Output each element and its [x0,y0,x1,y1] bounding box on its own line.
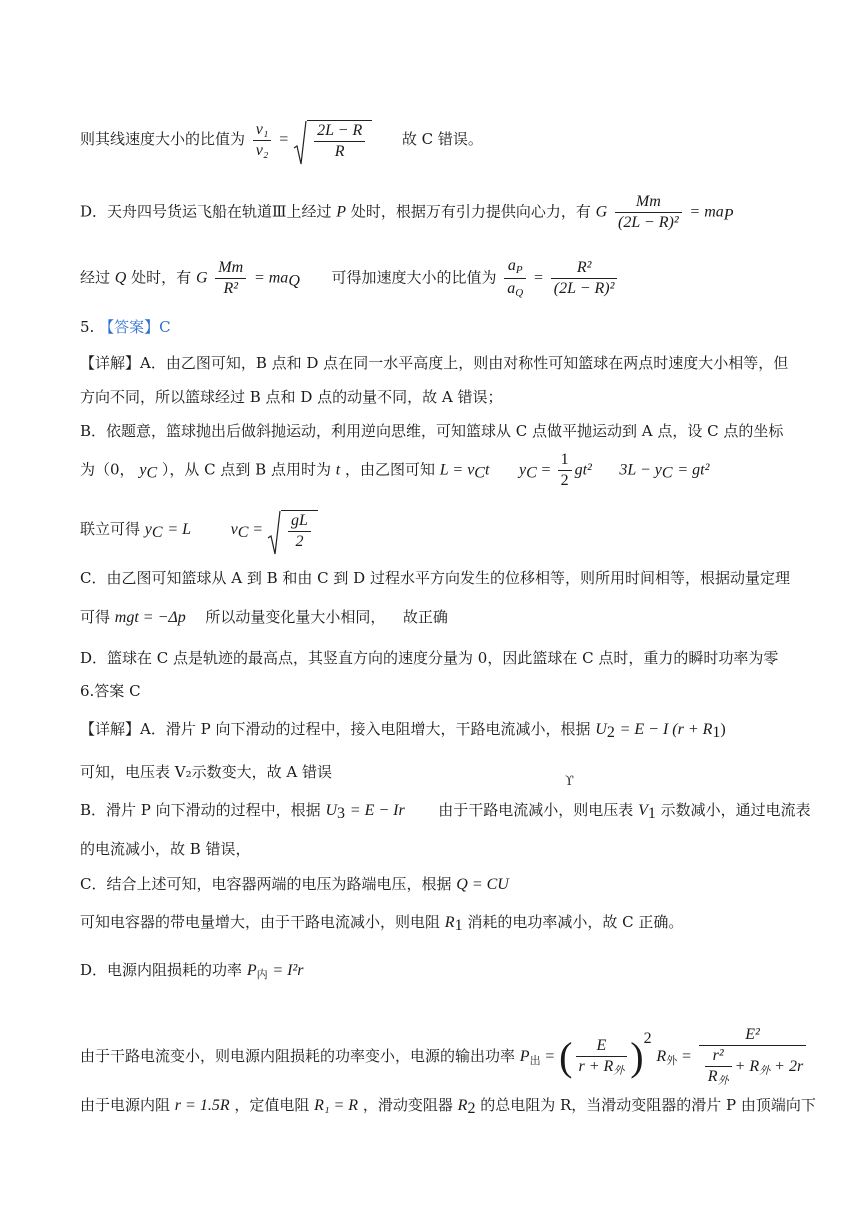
eq-p-inner: P [246,962,257,979]
eq-yc: y [518,461,527,479]
eq-r1-r: R₁ = R [314,1097,359,1114]
q6-detail-last: 由于电源内阻 r = 1.5R ，定值电阻 R₁ = R ，滑动变阻器 $R_2$ 的总电阻为 R，当滑动变阻器的滑片 P 由顶端向下 [80,1096,816,1117]
text-speed-ratio-intro: 则其线速度大小的比值为 [80,130,246,148]
q6-detail-c1 [80,877,808,893]
q6-detail-a1: 【详解】A．滑片 P 向下滑动的过程中，接入电阻增大，干路电流减小，根据 $U_2 = E - I$ $(r + R_1)$ [80,720,726,741]
eq-3l: 3L − y [619,461,662,479]
text-c-wrong: 故 C 错误。 [401,130,483,148]
text-coord: 为（0， [80,460,135,479]
text-reading-down: 示数减小，通过电流表 [660,801,811,819]
eq-mgt: mgt = −Δp [114,609,186,626]
rhs-map: = ma [689,203,724,221]
sqrt-gl-2: $\frac{gL}{2}$ [267,510,318,550]
line-q-accel [80,258,808,299]
text-pass: 经过 [80,268,111,287]
text-q6-d: D．电源内阻损耗的功率 [80,961,243,979]
q5-detail-a1: 【详解】A．由乙图可知，B 点和 D 点在同一水平高度上，则由对称性可知篮球在两点时速度大小相等，但 [80,354,789,372]
equals-sign: = [279,131,289,148]
q6-detail-a2: 可知，电压表 V₂示数变大，故 A 错误 [80,763,332,781]
eq-u2: U [595,721,607,738]
q5-detail-b2: 为（0， $y_C$ ），从 C 点到 B 点用时为 t ，由乙图可知 $L = v_Ct$ $y_C$ = $\frac{1}{2}$ gt² $3L - y_C = gt^2$ [80,451,710,489]
text-q6-c: C．结合上述可知，电容器两端的电压为路端电压，根据 [80,875,452,893]
q5-detail-b3: 联立可得 $y_C = L$ $v_C$ = $\frac{gL}{2}$ [80,510,808,550]
eq-p-out: P [519,1048,530,1065]
q5-detail-b1: B．依题意，篮球抛出后做斜抛运动，利用逆向思维，可知篮球从 C 点做平抛运动到 A 点，设 C 点的坐标 [80,422,784,440]
q5-detail-c1: C．由乙图可知篮球从 A 到 B 和由 C 到 D 过程水平方向发生的位移相等，则所用时间相等，根据动量定理 [80,569,790,587]
symbol-r1: R [444,914,455,931]
text-c-to-b: ），从 C 点到 B 点用时为 [161,460,331,479]
q5-number: 5. [80,318,95,336]
text-accel-ratio: 可得加速度大小的比值为 [331,268,497,287]
eq-yc-l: = L [167,521,192,538]
eq-r15: r = 1.5R [174,1097,230,1114]
q5-answer-label: 【答案】C [99,318,171,336]
text-internal-r: 由于电源内阻 [80,1096,171,1114]
symbol-g: G [595,203,608,221]
text-can-get: 可得 [80,608,111,626]
eq-u3: U [325,802,337,819]
text-same-momentum: 所以动量变化量大小相同， [205,608,386,626]
text-output-power: 由于干路电流变小，则电源内阻损耗的功率变小，电源的输出功率 [80,1047,516,1065]
point-q: Q [114,269,127,287]
q6-answer: 6.答案 C [80,682,141,700]
symbol-t: t [335,461,341,479]
text-rheostat: ，滑动变阻器 [362,1096,453,1114]
point-p: P [336,203,347,221]
q5-detail-d: D．篮球在 C 点是轨迹的最高点，其竖直方向的速度分量为 0，因此篮球在 C 点时，重力的瞬时功率为零 [80,649,779,667]
fraction-mm-2lr: $\frac{Mm}{\text{(2L − R)²}}$ [615,194,682,231]
fraction-output-power: E² $\frac{\text{r²}}{R_外}$ + $R_外 + 2r$ [699,1027,806,1087]
equals-sign-2: = [533,269,543,287]
text-d-intro: D．天舟四号货运飞船在轨道Ⅲ上经过 [80,202,332,221]
q5-detail-a2: 方向不同，所以篮球经过 B 点和 D 点的动量不同，故 A 错误； [80,388,503,406]
text-fixed-r: ，定值电阻 [234,1096,310,1114]
q6-detail-d2: 由于干路电流变小，则电源内阻损耗的功率变小，电源的输出功率 $P_出$ = ( $\frac{E}{r + R_外}$ )$^2$ $R_外$ = E² $\frac{\text{r²}}{R_外}$ + $R_外 + 2r$ [80,1027,808,1087]
fraction-r2-2lr2: $\frac{\text{R²}}{\text{(2L − R)²}}$ [551,260,618,297]
fraction-v1-v2: $\frac{\text{v₁}}{\text{v₂}}$ [253,122,272,159]
text-correct: 故正确 [402,608,448,626]
stray-mark: ϒ [565,774,574,789]
q5-detail-c2 [80,610,808,626]
fraction-half: $\frac{1}{2}$ [558,452,572,489]
text-c-correct: 消耗的电功率减小，故 C 正确。 [467,913,684,931]
fraction-e-r-rwai: $\frac{E}{r + R_外}$ [576,1038,628,1077]
text-charge-up: 可知电容器的带电量增大，由于干路电流减小，则电阻 [80,913,441,931]
line-speed-ratio [80,120,808,160]
q6-detail-b1: B．滑片 P 向下滑动的过程中，根据 $U_3 = E - Ir$ 由于干路电流减小，则电压表 $V_1$ 示数减小，通过电流表 [80,801,811,822]
symbol-g-2: G [195,269,208,287]
fraction-ap-aq: $\frac{a_P}{a_Q}$ [504,258,526,299]
q5-answer [80,320,808,335]
q6-detail-b2: 的电流减小，故 B 错误， [80,840,251,858]
text-combine: 联立可得 [80,520,141,538]
symbol-v1: V [638,802,648,819]
text-at-q: 处时，有 [131,268,192,287]
eq-q-cu: Q = CU [456,876,509,893]
eq-vc: v [230,521,238,538]
sqrt-expression: $\frac{2L - R}{R}$ [293,120,372,160]
text-voltmeter: 由于干路电流减小，则电压表 [438,801,634,819]
eq-l-vct: L = v [439,461,475,479]
fraction-mm-r2: $\frac{Mm}{\text{R²}}$ [215,260,246,297]
line-d-gravity [80,194,808,231]
q6-detail-d1: D．电源内阻损耗的功率 $P_内 = I^2r$ [80,961,304,981]
text-total-r: 的总电阻为 R，当滑动变阻器的滑片 P 由顶端向下 [480,1096,816,1114]
rhs-maq: = ma [253,269,289,287]
q6-detail-c2: 可知电容器的带电量增大，由于干路电流减小，则电阻 $R_1$ 消耗的电功率减小，故 C 正确。 [80,913,684,934]
symbol-yc: y [139,461,147,479]
sub-p: P [723,206,734,224]
symbol-r2: R [457,1097,468,1114]
text-from-graph: ，由乙图可知 [344,460,435,479]
sub-q: Q [288,272,300,290]
text-q6-a: 【详解】A．滑片 P 向下滑动的过程中，接入电阻增大，干路电流减小，根据 [80,720,591,738]
text-q6-b: B．滑片 P 向下滑动的过程中，根据 [80,801,321,819]
text-d-mid: 处时，根据万有引力提供向心力，有 [350,202,591,221]
